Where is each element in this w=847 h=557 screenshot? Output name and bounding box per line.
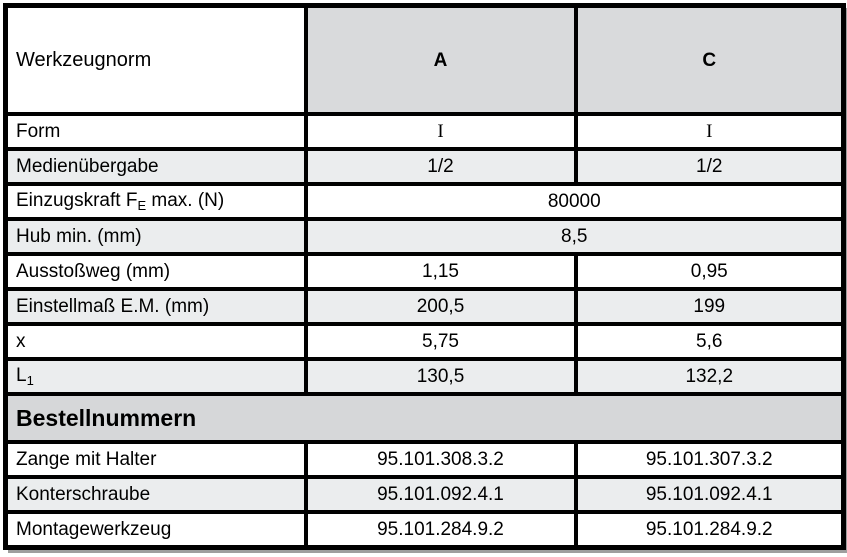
value-konterschraube-c: 95.101.092.4.1 xyxy=(576,477,844,512)
value-medienuebergabe-a: 1/2 xyxy=(306,149,576,184)
table-row xyxy=(6,219,844,254)
value-montagewerkzeug-c: 95.101.284.9.2 xyxy=(576,512,844,548)
row-label-zange-mit-halter: Zange mit Halter xyxy=(6,442,306,477)
value-l1-a: 130,5 xyxy=(306,359,576,394)
value-x-c: 5,6 xyxy=(576,324,844,359)
value-ausstossweg-c: 0,95 xyxy=(576,254,844,289)
table-row xyxy=(6,149,844,184)
row-label-x: x xyxy=(6,324,306,359)
value-einstellmass-a: 200,5 xyxy=(306,289,576,324)
table-row xyxy=(6,512,844,548)
section-header-bestellnummern: Bestellnummern xyxy=(6,394,844,442)
row-label-medienuebergabe: Medienübergabe xyxy=(6,149,306,184)
label-text: max. (N) xyxy=(146,190,225,211)
label-subscript: 1 xyxy=(26,373,34,388)
value-einstellmass-c: 199 xyxy=(576,289,844,324)
table-row xyxy=(6,184,844,219)
header-row xyxy=(6,6,844,115)
value-hub-merged: 8,5 xyxy=(306,219,844,254)
value-zange-c: 95.101.307.3.2 xyxy=(576,442,844,477)
table-row xyxy=(6,359,844,394)
value-x-a: 5,75 xyxy=(306,324,576,359)
row-label-form: Form xyxy=(6,114,306,149)
section-header-row xyxy=(6,394,844,442)
row-label-montagewerkzeug: Montagewerkzeug xyxy=(6,512,306,548)
value-form-c: I xyxy=(576,114,844,149)
value-l1-c: 132,2 xyxy=(576,359,844,394)
row-label-hub: Hub min. (mm) xyxy=(6,219,306,254)
label-text: L xyxy=(16,365,27,386)
row-label-einstellmass: Einstellmaß E.M. (mm) xyxy=(6,289,306,324)
row-label-ausstossweg: Ausstoßweg (mm) xyxy=(6,254,306,289)
value-ausstossweg-a: 1,15 xyxy=(306,254,576,289)
row-label-einzugskraft xyxy=(6,184,306,219)
table-row xyxy=(6,289,844,324)
value-montagewerkzeug-a: 95.101.284.9.2 xyxy=(306,512,576,548)
spec-table xyxy=(3,3,846,550)
table-row xyxy=(6,477,844,512)
table-row xyxy=(6,114,844,149)
column-header-c: C xyxy=(576,6,844,115)
table-title: Werkzeugnorm xyxy=(6,6,306,115)
column-header-a: A xyxy=(306,6,576,115)
table-row xyxy=(6,442,844,477)
value-zange-a: 95.101.308.3.2 xyxy=(306,442,576,477)
value-konterschraube-a: 95.101.092.4.1 xyxy=(306,477,576,512)
table-row xyxy=(6,254,844,289)
value-einzugskraft-merged: 80000 xyxy=(306,184,844,219)
value-form-a: I xyxy=(306,114,576,149)
label-text: Einzugskraft F xyxy=(16,190,138,211)
value-medienuebergabe-c: 1/2 xyxy=(576,149,844,184)
table-row xyxy=(6,324,844,359)
row-label-l1 xyxy=(6,359,306,394)
label-subscript: E xyxy=(137,198,147,213)
row-label-konterschraube: Konterschraube xyxy=(6,477,306,512)
